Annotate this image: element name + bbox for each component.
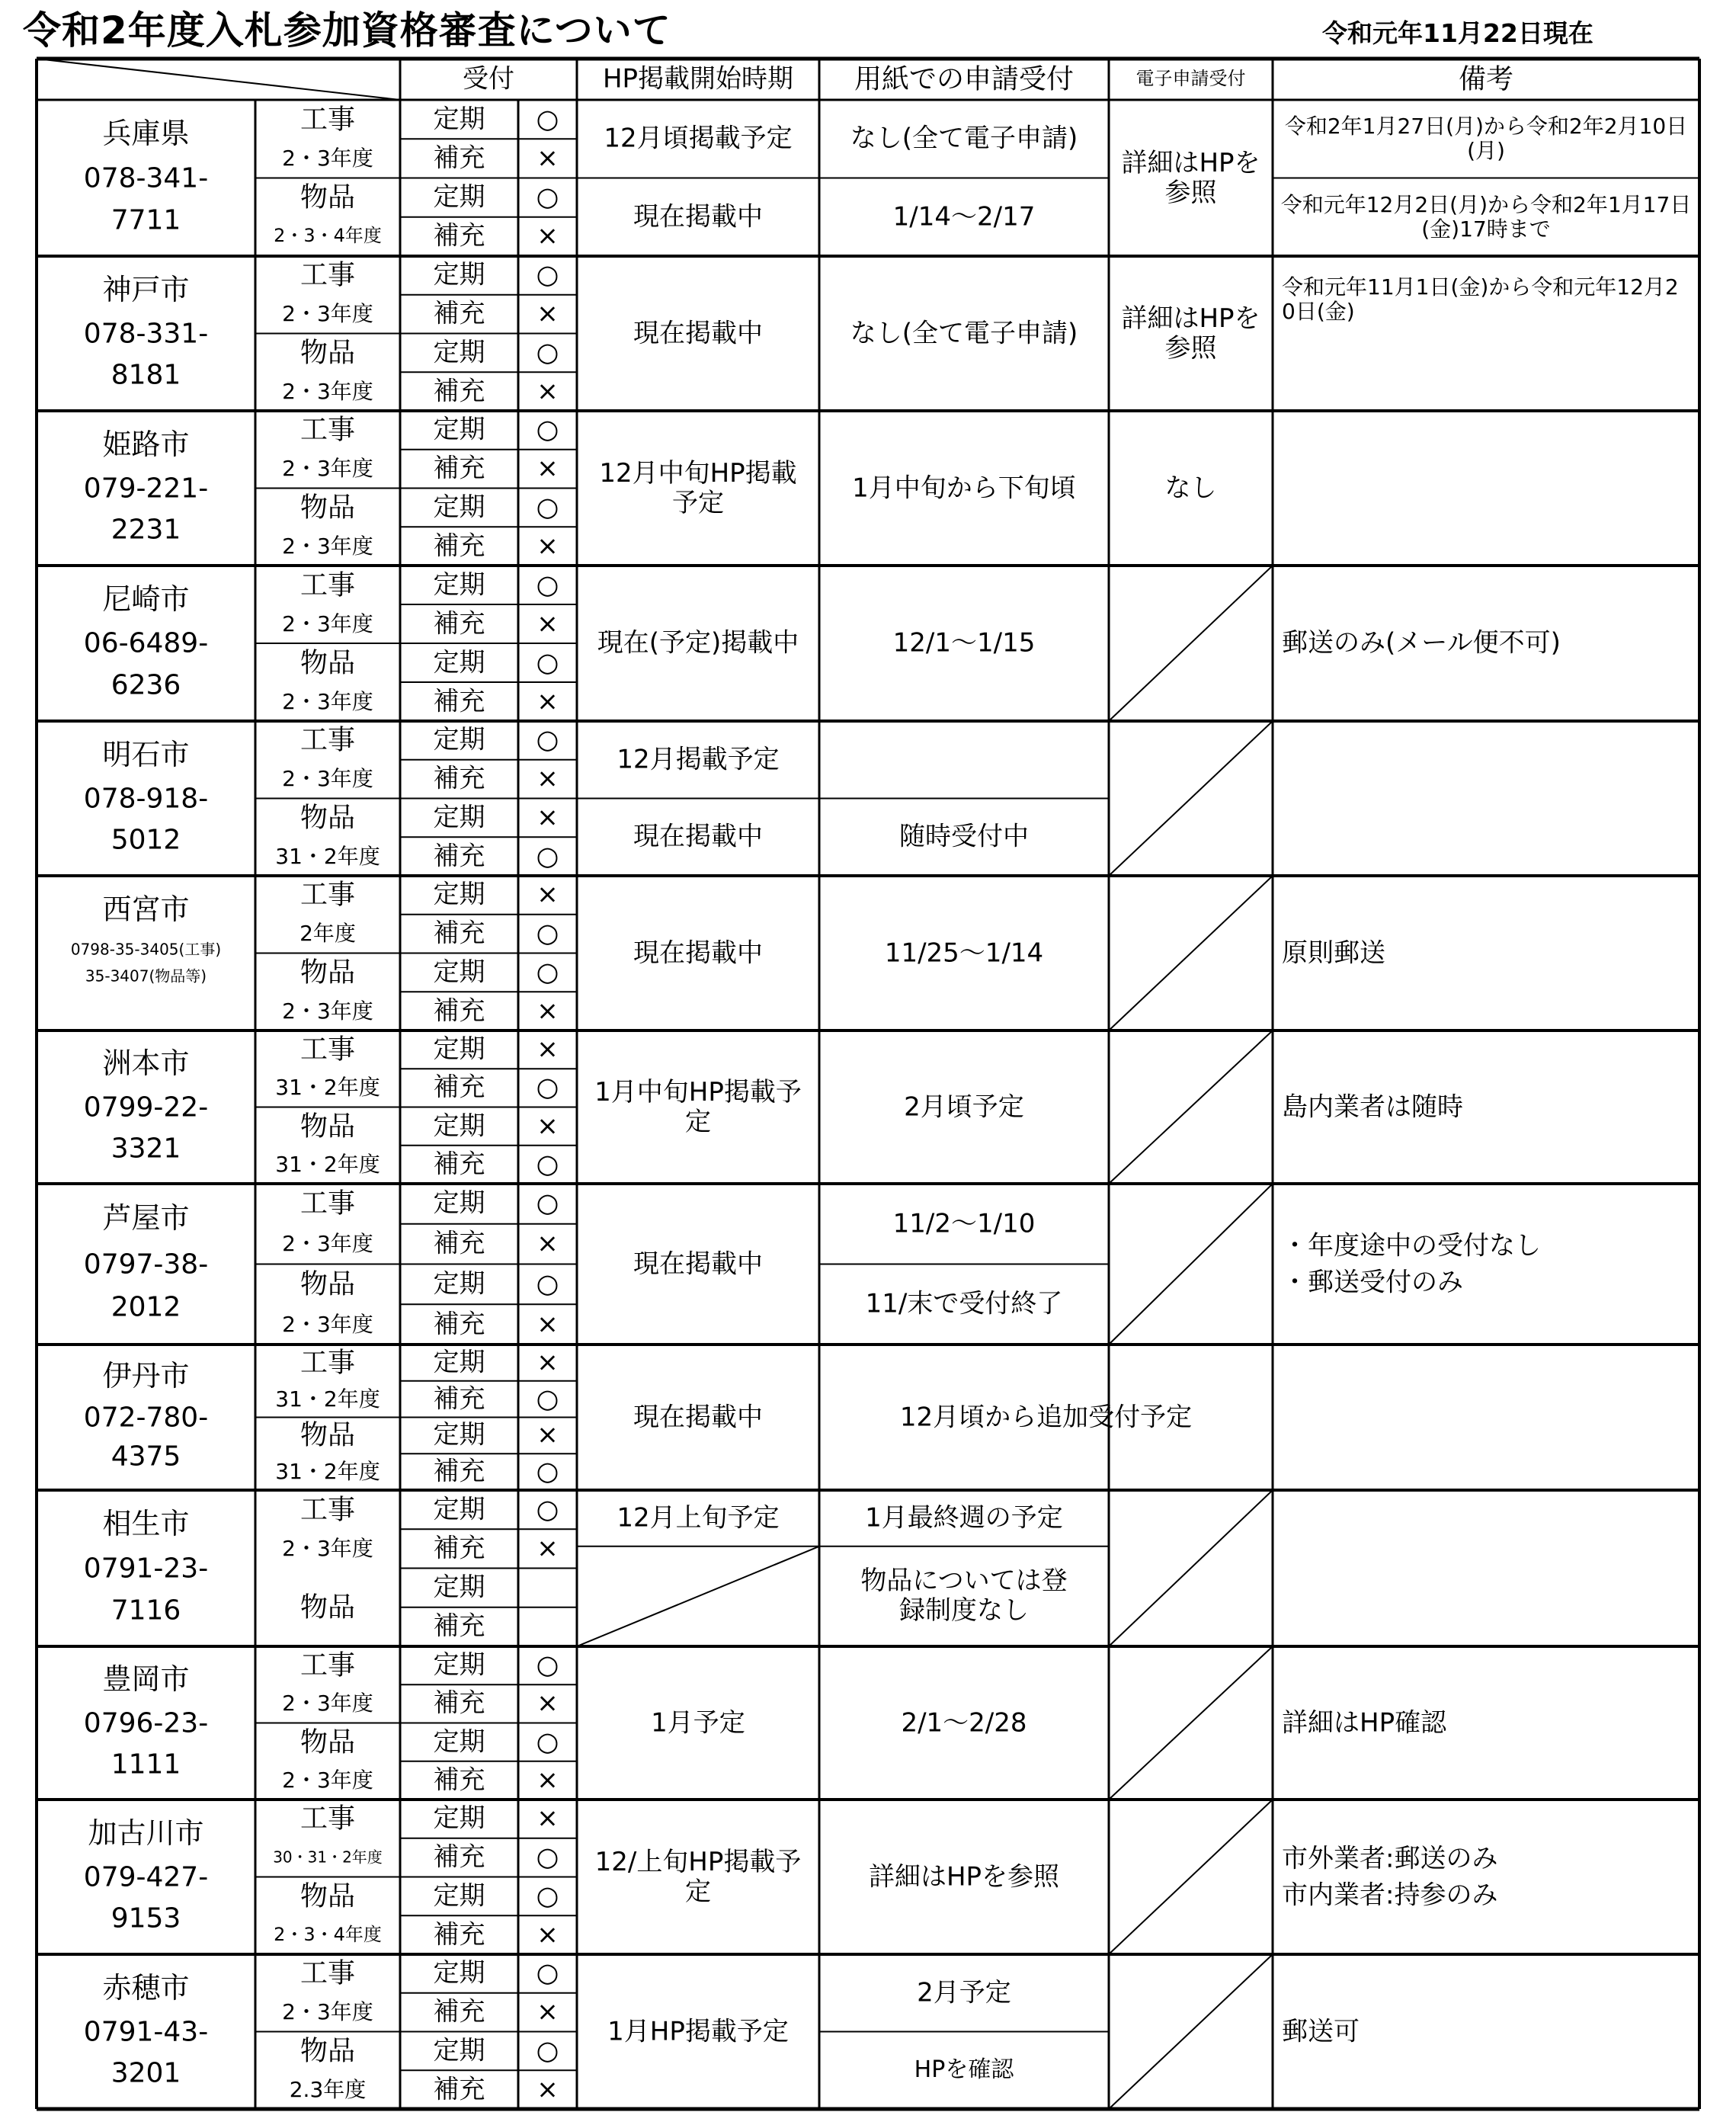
city-name: 豊岡市 bbox=[102, 1662, 190, 1697]
type-construction: 工事 bbox=[299, 1188, 355, 1220]
status-mark: × bbox=[536, 879, 559, 910]
supplement-label: 補充 bbox=[433, 1841, 485, 1873]
regular-label: 定期 bbox=[433, 1111, 485, 1142]
electronic-na-diagonal bbox=[1109, 1954, 1273, 2109]
paper-cell: 詳細はHPを参照 bbox=[868, 1861, 1060, 1892]
electronic-na-diagonal bbox=[1109, 1800, 1273, 1954]
years-construction: 2・3年度 bbox=[282, 1999, 373, 2025]
header-electronic: 電子申請受付 bbox=[1135, 68, 1246, 90]
regular-label: 定期 bbox=[433, 1268, 485, 1300]
status-mark: ○ bbox=[536, 492, 559, 523]
years-construction: 30・31・2年度 bbox=[273, 1848, 383, 1867]
status-mark: × bbox=[536, 1034, 559, 1065]
city-phone: 06-6489- bbox=[83, 627, 209, 659]
regular-label: 定期 bbox=[433, 1494, 485, 1525]
notes-cell: 令和元年11月1日(金)から令和元年12月20日(金) bbox=[1282, 274, 1679, 324]
status-mark: × bbox=[536, 763, 559, 794]
regular-label: 定期 bbox=[433, 957, 485, 988]
city-phone: 0791-23- bbox=[83, 1552, 209, 1584]
years-goods: 2・3・4年度 bbox=[274, 1923, 382, 1945]
notes-cell: 郵送のみ(メール便不可) bbox=[1282, 627, 1561, 659]
type-goods: 物品 bbox=[299, 802, 355, 834]
supplement-label: 補充 bbox=[433, 1456, 485, 1487]
status-mark: ○ bbox=[536, 104, 559, 135]
regular-label: 定期 bbox=[433, 1957, 485, 1989]
regular-label: 定期 bbox=[433, 724, 485, 755]
hp-start-cell: 現在掲載中 bbox=[633, 821, 763, 852]
status-mark: × bbox=[536, 1347, 559, 1378]
type-construction: 工事 bbox=[299, 1803, 355, 1835]
type-construction: 工事 bbox=[299, 724, 355, 756]
years-construction: 2・3年度 bbox=[282, 145, 373, 171]
city-phone: 6236 bbox=[111, 669, 181, 701]
type-construction: 工事 bbox=[299, 1034, 355, 1066]
paper-cell: 11/末で受付終了 bbox=[865, 1288, 1063, 1319]
years-construction: 2・3年度 bbox=[282, 301, 373, 327]
hp-start-cell: 12月頃掲載予定 bbox=[604, 123, 793, 154]
city-phone: 7711 bbox=[111, 204, 181, 236]
type-construction: 工事 bbox=[299, 103, 355, 135]
status-mark: ○ bbox=[536, 1456, 559, 1487]
status-mark: ○ bbox=[536, 1072, 559, 1103]
years-construction: 2・3年度 bbox=[282, 456, 373, 482]
notes-cell: 郵送可 bbox=[1282, 2015, 1360, 2046]
city-phone: 3321 bbox=[111, 1133, 181, 1165]
supplement-label: 補充 bbox=[433, 376, 485, 407]
years-construction: 2・3年度 bbox=[282, 611, 373, 636]
type-goods: 物品 bbox=[299, 1726, 355, 1758]
type-goods: 物品 bbox=[299, 181, 355, 213]
city-phone: 0799-22- bbox=[83, 1091, 209, 1123]
supplement-label: 補充 bbox=[433, 1533, 485, 1564]
status-mark: × bbox=[536, 2074, 559, 2105]
city-phone: 0797-38- bbox=[83, 1248, 209, 1280]
paper-cell: 11/2～1/10 bbox=[892, 1208, 1036, 1239]
city-phone: 072-780- bbox=[83, 1401, 209, 1433]
city-name: 姫路市 bbox=[102, 427, 190, 461]
hp-start-cell: 12月掲載予定 bbox=[617, 744, 780, 775]
city-name: 兵庫県 bbox=[102, 117, 190, 151]
status-mark: × bbox=[536, 1919, 559, 1950]
years-goods: 2・3年度 bbox=[282, 1311, 373, 1337]
years-construction: 31・2年度 bbox=[275, 1386, 380, 1412]
type-goods: 物品 bbox=[299, 646, 355, 678]
supplement-label: 補充 bbox=[433, 1688, 485, 1719]
years-construction: 2・3年度 bbox=[282, 1691, 373, 1716]
supplement-label: 補充 bbox=[433, 685, 485, 716]
regular-label: 定期 bbox=[433, 1572, 485, 1603]
status-mark: × bbox=[536, 1996, 559, 2027]
electronic-cell: なし bbox=[1164, 472, 1217, 503]
regular-label: 定期 bbox=[433, 337, 485, 368]
electronic-na-diagonal bbox=[1109, 876, 1273, 1030]
type-construction: 工事 bbox=[299, 569, 355, 601]
city-phone: 2012 bbox=[111, 1291, 181, 1323]
notes-cell: 市内業者:持参のみ bbox=[1282, 1879, 1498, 1910]
city-phone: 0791-43- bbox=[83, 2015, 209, 2047]
status-mark: ○ bbox=[536, 2035, 559, 2066]
type-goods: 物品 bbox=[299, 337, 355, 369]
page-title: 令和2年度入札参加資格審査について bbox=[23, 8, 671, 53]
status-mark: ○ bbox=[536, 414, 559, 445]
electronic-na-diagonal bbox=[1109, 1184, 1273, 1345]
electronic-cell: 詳細はHPを参照 bbox=[1121, 147, 1260, 208]
electronic-na-diagonal bbox=[1109, 566, 1273, 721]
regular-label: 定期 bbox=[433, 1347, 485, 1378]
notes-cell: 詳細はHP確認 bbox=[1282, 1707, 1447, 1738]
hp-start-cell: 1月HP掲載予定 bbox=[607, 2015, 789, 2046]
supplement-label: 補充 bbox=[433, 841, 485, 872]
city-name: 赤穂市 bbox=[102, 1970, 190, 2005]
hp-start-cell: 現在掲載中 bbox=[633, 1248, 763, 1279]
city-phone: 1111 bbox=[111, 1748, 181, 1780]
city-phone: 4375 bbox=[111, 1441, 181, 1473]
hp-start-cell: 12月中旬HP掲載予定 bbox=[599, 457, 797, 518]
supplement-label: 補充 bbox=[433, 1996, 485, 2027]
status-mark: × bbox=[536, 607, 559, 639]
electronic-cell: 詳細はHPを参照 bbox=[1121, 303, 1260, 364]
status-mark: ○ bbox=[536, 569, 559, 600]
paper-cell: なし(全て電子申請) bbox=[850, 317, 1078, 348]
city-phone: 3201 bbox=[111, 2057, 181, 2089]
paper-cell: 1月中旬から下旬頃 bbox=[852, 472, 1076, 503]
status-mark: ○ bbox=[536, 1494, 559, 1525]
type-construction: 工事 bbox=[299, 259, 355, 291]
city-name: 伊丹市 bbox=[102, 1359, 190, 1393]
hp-start-cell: 1月中旬HP掲載予定 bbox=[594, 1076, 802, 1137]
regular-label: 定期 bbox=[433, 802, 485, 833]
supplement-label: 補充 bbox=[433, 530, 485, 562]
type-goods: 物品 bbox=[299, 1880, 355, 1912]
city-name: 明石市 bbox=[102, 737, 190, 771]
city-phone: 9153 bbox=[111, 1902, 181, 1934]
status-mark: ○ bbox=[536, 957, 559, 988]
city-name: 尼崎市 bbox=[102, 582, 190, 617]
paper-cell: 随時受付中 bbox=[899, 821, 1029, 852]
hp-start-cell: 現在掲載中 bbox=[633, 201, 763, 232]
paper-cell: HPを確認 bbox=[914, 2056, 1014, 2083]
supplement-label: 補充 bbox=[433, 607, 485, 639]
status-mark: ○ bbox=[536, 1841, 559, 1873]
electronic-na-diagonal bbox=[1109, 1030, 1273, 1184]
years-goods: 2・3年度 bbox=[282, 1767, 373, 1793]
status-mark: × bbox=[536, 1764, 559, 1796]
header-diagonal bbox=[37, 59, 400, 100]
years-goods: 31・2年度 bbox=[275, 843, 380, 869]
electronic-na-diagonal bbox=[1109, 1646, 1273, 1800]
years-construction: 2・3年度 bbox=[282, 766, 373, 792]
hp-start-cell: 現在掲載中 bbox=[633, 317, 763, 348]
city-phone: 35-3407(物品等) bbox=[85, 966, 207, 986]
type-goods: 物品 bbox=[299, 1419, 355, 1451]
status-mark: ○ bbox=[536, 1880, 559, 1912]
type-construction: 工事 bbox=[299, 1957, 355, 1989]
notes-cell: 令和元年12月2日(月)から令和2年1月17日(金)17時まで bbox=[1280, 191, 1692, 242]
paper-cell: 物品については登録制度なし bbox=[860, 1566, 1068, 1627]
status-mark: × bbox=[536, 1533, 559, 1564]
years-construction: 2・3年度 bbox=[282, 1535, 373, 1561]
years-goods: 2・3年度 bbox=[282, 998, 373, 1024]
status-mark: × bbox=[536, 530, 559, 562]
status-mark: ○ bbox=[536, 646, 559, 678]
years-construction: 2・3年度 bbox=[282, 1231, 373, 1257]
status-mark: ○ bbox=[536, 1649, 559, 1681]
hp-empty-diagonal bbox=[577, 1546, 819, 1646]
supplement-label: 補充 bbox=[433, 298, 485, 329]
type-construction: 工事 bbox=[299, 1493, 355, 1525]
supplement-label: 補充 bbox=[433, 1611, 485, 1642]
type-goods: 物品 bbox=[299, 492, 355, 524]
status-mark: × bbox=[536, 1228, 559, 1259]
paper-cell: 2月頃予定 bbox=[904, 1091, 1024, 1122]
status-mark: ○ bbox=[536, 1957, 559, 1989]
regular-label: 定期 bbox=[433, 1803, 485, 1834]
status-mark: ○ bbox=[536, 918, 559, 949]
header-paper: 用紙での申請受付 bbox=[854, 63, 1074, 95]
status-mark: × bbox=[536, 453, 559, 484]
type-construction: 工事 bbox=[299, 1347, 355, 1379]
type-construction: 工事 bbox=[299, 879, 355, 911]
status-mark: ○ bbox=[536, 1726, 559, 1758]
electronic-na-diagonal bbox=[1109, 721, 1273, 876]
city-name: 相生市 bbox=[102, 1507, 190, 1541]
paper-cell: なし(全て電子申請) bbox=[850, 123, 1078, 154]
type-goods: 物品 bbox=[299, 1110, 355, 1142]
status-mark: ○ bbox=[536, 181, 559, 213]
paper-cell: 11/25～1/14 bbox=[884, 937, 1044, 968]
city-phone: 8181 bbox=[111, 359, 181, 391]
supplement-label: 補充 bbox=[433, 1149, 485, 1180]
supplement-label: 補充 bbox=[433, 763, 485, 794]
type-construction: 工事 bbox=[299, 414, 355, 446]
regular-label: 定期 bbox=[433, 1419, 485, 1450]
hp-start-cell: 現在掲載中 bbox=[633, 1401, 763, 1432]
supplement-label: 補充 bbox=[433, 220, 485, 252]
status-mark: × bbox=[536, 802, 559, 833]
city-phone: 0796-23- bbox=[83, 1707, 209, 1739]
years-construction: 2年度 bbox=[299, 921, 356, 947]
status-mark: × bbox=[536, 376, 559, 407]
type-goods: 物品 bbox=[299, 2035, 355, 2067]
regular-label: 定期 bbox=[433, 879, 485, 910]
regular-label: 定期 bbox=[433, 181, 485, 213]
supplement-label: 補充 bbox=[433, 1072, 485, 1103]
notes-cell: ・年度途中の受付なし bbox=[1282, 1229, 1541, 1261]
city-name: 神戸市 bbox=[102, 272, 190, 306]
status-mark: × bbox=[536, 1688, 559, 1719]
city-phone: 7116 bbox=[111, 1595, 181, 1627]
supplement-label: 補充 bbox=[433, 1383, 485, 1415]
years-goods: 2・3年度 bbox=[282, 533, 373, 559]
paper-cell: 12/1～1/15 bbox=[892, 627, 1036, 659]
notes-cell: 令和2年1月27日(月)から令和2年2月10日(月) bbox=[1284, 114, 1688, 164]
supplement-label: 補充 bbox=[433, 995, 485, 1027]
type-goods: 物品 bbox=[299, 957, 355, 989]
type-goods: 物品 bbox=[299, 1591, 355, 1623]
supplement-label: 補充 bbox=[433, 918, 485, 949]
regular-label: 定期 bbox=[433, 1034, 485, 1065]
years-goods: 2・3年度 bbox=[282, 378, 373, 404]
status-mark: ○ bbox=[536, 724, 559, 755]
years-goods: 2.3年度 bbox=[289, 2076, 367, 2102]
years-goods: 31・2年度 bbox=[275, 1151, 380, 1177]
hp-start-cell: 1月予定 bbox=[651, 1707, 745, 1738]
city-phone: 0798-35-3405(工事) bbox=[70, 940, 222, 959]
paper-cell: 1月最終週の予定 bbox=[865, 1502, 1063, 1534]
city-phone: 078-341- bbox=[83, 162, 209, 194]
city-phone: 078-918- bbox=[83, 782, 209, 814]
paper-cell: 12月頃から追加受付予定 bbox=[899, 1401, 1193, 1432]
paper-cell: 2月予定 bbox=[917, 1977, 1011, 2008]
status-mark: × bbox=[536, 143, 559, 174]
city-phone: 2231 bbox=[111, 514, 181, 546]
supplement-label: 補充 bbox=[433, 1919, 485, 1950]
status-mark: ○ bbox=[536, 1188, 559, 1219]
years-construction: 31・2年度 bbox=[275, 1075, 380, 1101]
supplement-label: 補充 bbox=[433, 453, 485, 484]
status-mark: × bbox=[536, 685, 559, 716]
electronic-na-diagonal bbox=[1109, 1490, 1273, 1646]
status-mark: × bbox=[536, 298, 559, 329]
status-mark: × bbox=[536, 1111, 559, 1142]
supplement-label: 補充 bbox=[433, 1228, 485, 1259]
status-mark: ○ bbox=[536, 1268, 559, 1300]
type-construction: 工事 bbox=[299, 1649, 355, 1681]
header-notes: 備考 bbox=[1458, 63, 1513, 95]
status-mark: × bbox=[536, 1309, 559, 1340]
city-phone: 078-331- bbox=[83, 317, 209, 349]
city-phone: 5012 bbox=[111, 824, 181, 856]
status-mark: × bbox=[536, 1803, 559, 1834]
city-name: 加古川市 bbox=[88, 1816, 204, 1850]
years-goods: 2・3年度 bbox=[282, 688, 373, 714]
regular-label: 定期 bbox=[433, 1649, 485, 1681]
header-hp-start: HP掲載開始時期 bbox=[602, 63, 794, 95]
status-mark: ○ bbox=[536, 841, 559, 872]
regular-label: 定期 bbox=[433, 104, 485, 135]
hp-start-cell: 12月上旬予定 bbox=[617, 1502, 780, 1534]
status-mark: × bbox=[536, 995, 559, 1027]
status-mark: × bbox=[536, 220, 559, 252]
supplement-label: 補充 bbox=[433, 1764, 485, 1796]
hp-start-cell: 12/上旬HP掲載予定 bbox=[594, 1846, 802, 1907]
notes-cell: 原則郵送 bbox=[1282, 937, 1385, 968]
regular-label: 定期 bbox=[433, 1726, 485, 1758]
city-phone: 079-427- bbox=[83, 1861, 209, 1893]
regular-label: 定期 bbox=[433, 2035, 485, 2066]
regular-label: 定期 bbox=[433, 1880, 485, 1912]
status-mark: × bbox=[536, 1419, 559, 1450]
notes-cell: 市外業者:郵送のみ bbox=[1282, 1842, 1498, 1873]
city-phone: 079-221- bbox=[83, 472, 209, 504]
hp-start-cell: 現在掲載中 bbox=[633, 937, 763, 968]
status-mark: ○ bbox=[536, 1149, 559, 1180]
regular-label: 定期 bbox=[433, 569, 485, 600]
regular-label: 定期 bbox=[433, 646, 485, 678]
as-of-date: 令和元年11月22日現在 bbox=[1322, 18, 1593, 48]
paper-cell: 1/14～2/17 bbox=[892, 201, 1036, 232]
city-name: 洲本市 bbox=[102, 1046, 190, 1081]
status-mark: ○ bbox=[536, 1383, 559, 1415]
regular-label: 定期 bbox=[433, 259, 485, 290]
hp-start-cell: 現在(予定)掲載中 bbox=[597, 627, 799, 659]
supplement-label: 補充 bbox=[433, 143, 485, 174]
years-goods: 31・2年度 bbox=[275, 1459, 380, 1485]
city-name: 西宮市 bbox=[102, 892, 190, 926]
type-goods: 物品 bbox=[299, 1268, 355, 1300]
paper-cell: 2/1～2/28 bbox=[901, 1707, 1027, 1738]
notes-cell: ・郵送受付のみ bbox=[1282, 1266, 1463, 1297]
city-name: 芦屋市 bbox=[102, 1201, 190, 1236]
header-reception: 受付 bbox=[463, 63, 514, 95]
years-goods: 2・3・4年度 bbox=[274, 225, 382, 247]
regular-label: 定期 bbox=[433, 1188, 485, 1219]
supplement-label: 補充 bbox=[433, 1309, 485, 1340]
regular-label: 定期 bbox=[433, 492, 485, 523]
notes-cell: 島内業者は随時 bbox=[1282, 1091, 1463, 1122]
status-mark: ○ bbox=[536, 259, 559, 290]
status-mark: ○ bbox=[536, 337, 559, 368]
supplement-label: 補充 bbox=[433, 2074, 485, 2105]
regular-label: 定期 bbox=[433, 414, 485, 445]
